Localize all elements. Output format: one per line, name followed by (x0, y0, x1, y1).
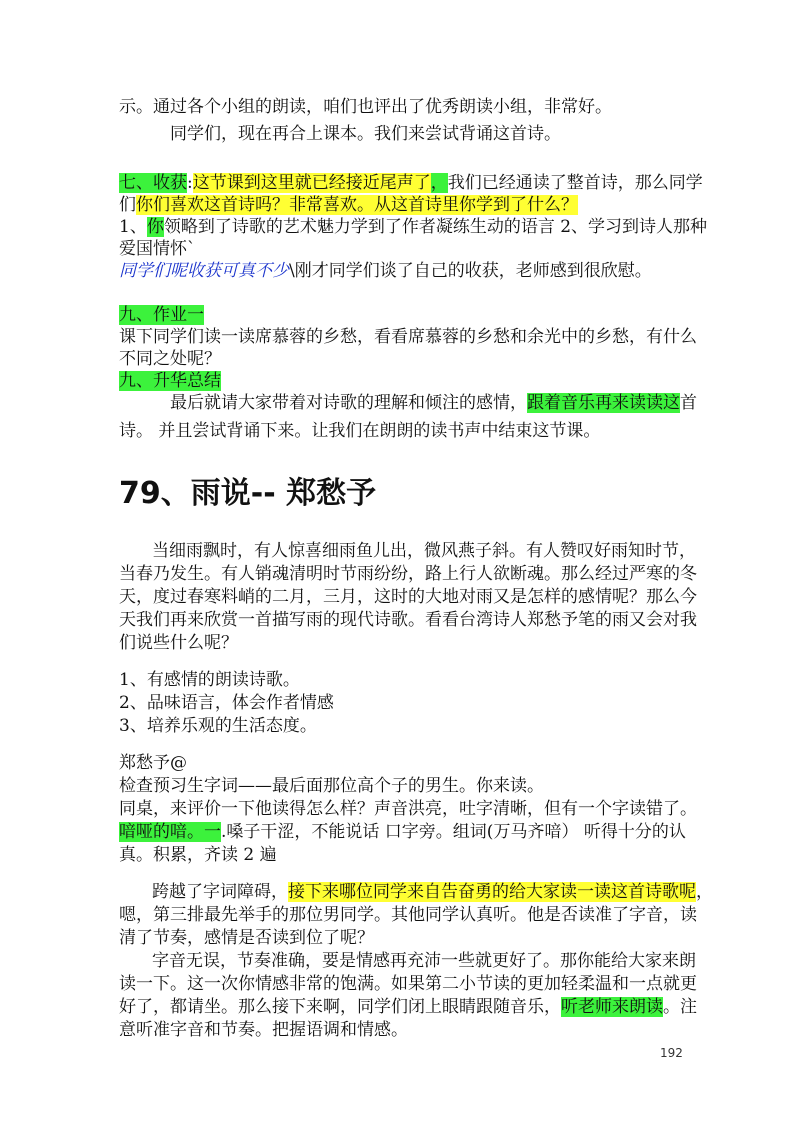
reading-line-3: 清了节奏，感情是否读到位了呢？ (119, 928, 374, 948)
line-p1-1: 示。通过各个小组的朗读，咱们也评出了优秀朗读小组，非常好。 (119, 97, 612, 117)
author-line-1: 郑愁予@ (119, 753, 187, 773)
author-line-4: 喑哑的喑。一.嗓子干涩，不能说话 口字旁。组词(万马齐喑） 听得十分的认 (119, 822, 686, 842)
author-line-3: 同桌，来评价一下他读得怎么样？声音洪亮，吐字清晰，但有一个字读错了。 (119, 799, 697, 819)
lesson-title: 79、雨说-- 郑愁予 (119, 476, 377, 511)
section-9-line-1: 课下同学们读一读席慕蓉的乡愁，看看席慕蓉的乡愁和余光中的乡愁，有什么 (119, 327, 697, 347)
line-p1-2: 同学们，现在再合上课本。我们来尝试背诵这首诗。 (170, 124, 561, 144)
reading-line-5: 读一下。这一次你情感非常的饱满。如果第二小节读的更加轻柔温和一点就更 (119, 974, 697, 994)
intro-line-3: 天，度过春寒料峭的二月，三月，这时的大地对雨又是怎样的感情呢？那么今 (119, 587, 697, 607)
section-7-line-2: 们你们喜欢这首诗吗？非常喜欢。从这首诗里你学到了什么？ (119, 195, 578, 215)
section-7-line-3: 1、你领略到了诗歌的艺术魅力学到了作者凝练生动的语言 2、学习到诗人那种 (119, 217, 708, 237)
section-9-line-2: 不同之处呢？ (119, 349, 221, 369)
section-7-line-5: 同学们呢收获可真不少\刚才同学们谈了自己的收获，老师感到很欣慰。 (119, 261, 652, 281)
section-7-line-1: 七、收获:这节课到这里就已经接近尾声了，我们已经通读了整首诗，那么同学 (119, 173, 703, 193)
section-9b-line-1: 最后就请大家带着对诗歌的理解和倾注的感情，跟着音乐再来读读这首 (170, 393, 697, 413)
goal-item: 1、有感情的朗读诗歌。 (119, 670, 300, 690)
section-9b-label-line (119, 370, 221, 392)
section-7-line-4: 爱国情怀` (119, 239, 196, 259)
author-line-2: 检查预习生字词——最后面那位高个子的男生。你来读。 (119, 776, 544, 796)
section-9b-line-2: 诗。 并且尝试背诵下来。让我们在朗朗的读书声中结束这节课。 (119, 421, 601, 441)
author-line-5: 真。积累，齐读 2 遍 (119, 845, 277, 865)
page-number: 192 (660, 1046, 683, 1060)
goal-item: 2、品味语言，体会作者情感 (119, 693, 334, 713)
reading-line-2: 嗯，第三排最先举手的那位男同学。其他同学认真听。他是否读准了字音，读 (119, 905, 697, 925)
reading-line-4: 字音无误，节奏准确，要是情感再充沛一些就更好了。那你能给大家来朗 (152, 951, 696, 971)
section-9-label: 九、作业一 (119, 305, 204, 325)
intro-line-2: 当春乃发生。有人销魂清明时节雨纷纷，路上行人欲断魂。那么经过严寒的冬 (119, 564, 697, 584)
intro-line-4: 天我们再来欣赏一首描写雨的现代诗歌。看看台湾诗人郑愁予笔的雨又会对我 (119, 610, 697, 630)
section-7-label: 七、收获 (119, 173, 187, 193)
section-9-label-line (119, 304, 204, 326)
reading-line-6: 好了，都请坐。那么接下来啊，同学们闭上眼睛跟随音乐，听老师来朗读。注 (119, 997, 697, 1017)
section-9b-label: 九、升华总结 (119, 371, 221, 391)
intro-line-5: 们说些什么呢？ (119, 633, 238, 653)
reading-line-7: 意听准字音和节奏。把握语调和情感。 (119, 1020, 408, 1040)
reading-line-1: 跨越了字词障碍，接下来哪位同学来自告奋勇的给大家读一读这首诗歌呢， (152, 882, 713, 902)
intro-line-1: 当细雨飘时，有人惊喜细雨鱼儿出，微风燕子斜。有人赞叹好雨知时节， (152, 541, 696, 561)
goal-item: 3、培养乐观的生活态度。 (119, 716, 317, 736)
